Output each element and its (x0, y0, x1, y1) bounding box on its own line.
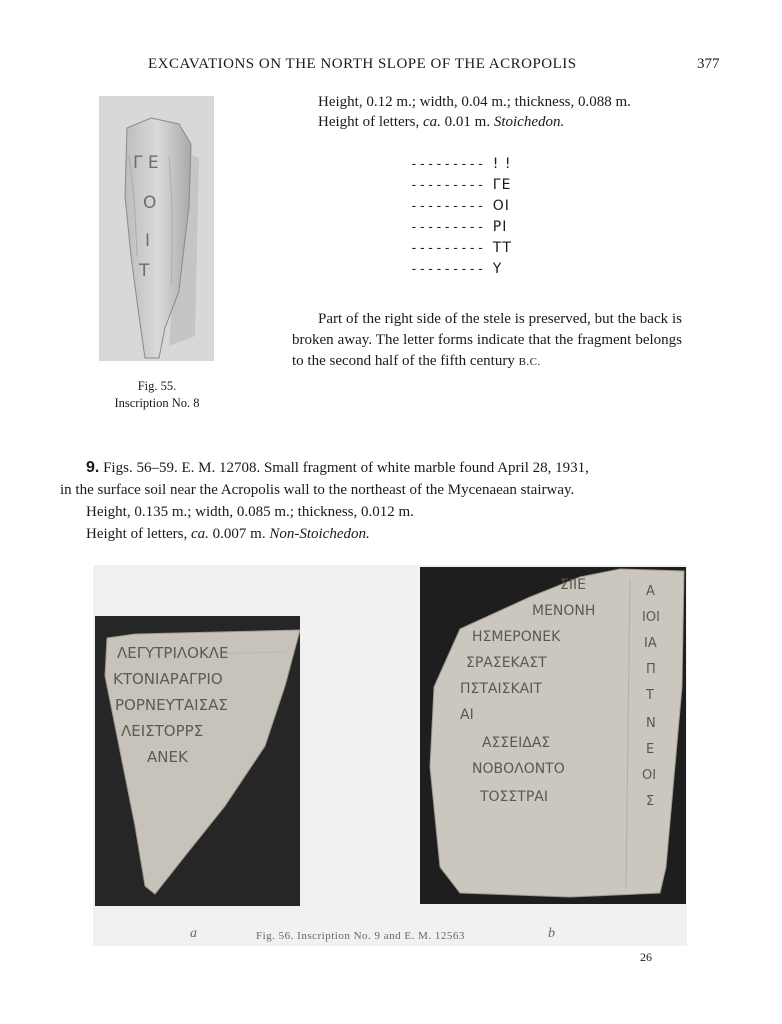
inscription9-line2: in the surface soil near the Acropolis wall to the northeast of the Mycenaean stairway. (60, 482, 575, 498)
svg-text:ΛΕΓΥΤΡΙΛΟΚΛΕ: ΛΕΓΥΤΡΙΛΟΚΛΕ (117, 644, 229, 662)
svg-text:Ι: Ι (145, 231, 151, 251)
preserved-letters: ΡΙ (492, 219, 508, 235)
letter-height-prefix: Height of letters, (318, 114, 423, 130)
svg-text:ΑΙ: ΑΙ (460, 707, 474, 723)
fig55-caption-number: Fig. 55. (137, 379, 177, 393)
svg-text:ΣΙΙΕ: ΣΙΙΕ (560, 577, 586, 593)
letter-height-ca: ca. (190, 526, 209, 542)
transcription-line (410, 154, 512, 175)
inscription9-entry (60, 457, 722, 545)
era-abbreviation: B.C. (518, 356, 541, 368)
svg-text:ΙΟΙ: ΙΟΙ (642, 610, 660, 625)
transcription-line (410, 217, 512, 238)
letter-style: Non-Stoichedon. (269, 526, 370, 542)
fig56b-photo (420, 567, 686, 904)
running-title: EXCAVATIONS ON THE NORTH SLOPE OF THE ACROPOLIS (148, 56, 577, 72)
transcription-line (410, 196, 512, 217)
transcription-line (410, 175, 512, 196)
svg-text:ΤΟΣΣΤΡΑΙ: ΤΟΣΣΤΡΑΙ (480, 789, 548, 805)
letter-height-value: 0.007 m. (208, 526, 270, 542)
svg-text:Π: Π (646, 662, 656, 677)
transcription-line (410, 238, 512, 259)
inscription9-line1-text: Figs. 56–59. E. M. 12708. Small fragment of white marble found April 28, 1931, (103, 460, 589, 476)
fig56-caption-text: Fig. 56. Inscription No. 9 and E. M. 12563 (256, 930, 465, 942)
svg-text:ΡΟΡΝΕΥΤΑΙΣΑΣ: ΡΟΡΝΕΥΤΑΙΣΑΣ (115, 696, 228, 714)
description-text: Part of the right side of the stele is preserved, but the back is broken away. The letter forms indicate that the fragment belongs to the second half of the fifth century (292, 311, 682, 369)
inscription9-line1 (60, 457, 722, 479)
fig56a-photo (95, 616, 300, 906)
svg-text:Τ: Τ (646, 688, 654, 703)
letter-style: Stoichedon. (493, 114, 565, 130)
inscription9-dimensions: Height, 0.135 m.; width, 0.085 m.; thickness, 0.012 m. (86, 504, 414, 520)
svg-text:Α: Α (646, 584, 655, 599)
inscription8-transcription (410, 154, 512, 280)
svg-text:Ε: Ε (646, 742, 655, 757)
inscription8-dimensions (318, 92, 631, 132)
fragment-b-image (420, 567, 686, 904)
svg-text:Σ: Σ (646, 794, 655, 809)
stele-letters: Γ Ε (133, 153, 159, 173)
inscription8-letter-height (318, 112, 631, 132)
fig56-label-b: b (548, 926, 555, 941)
fig55-caption-title: Inscription No. 8 (114, 396, 200, 410)
preserved-letters: Υ (492, 261, 503, 277)
lacuna: --------- (410, 262, 485, 277)
fragment-a-image (95, 616, 300, 906)
letter-height-ca: ca. (422, 114, 441, 130)
fig55-caption (92, 378, 222, 412)
letter-height-prefix: Height of letters, (86, 526, 191, 542)
svg-text:ΣΡΑΣΕΚΑΣΤ: ΣΡΑΣΕΚΑΣΤ (466, 655, 547, 671)
svg-text:Τ: Τ (139, 261, 150, 281)
svg-text:Ο: Ο (143, 193, 157, 213)
signature-mark: 26 (640, 950, 652, 964)
lacuna: --------- (410, 241, 485, 256)
svg-text:ΚΤΟΝΙΑΡΑΓΡΙΟ: ΚΤΟΝΙΑΡΑΓΡΙΟ (113, 670, 223, 688)
svg-text:ΟΙ: ΟΙ (642, 768, 657, 783)
inscription8-description (292, 309, 682, 373)
lacuna: --------- (410, 199, 485, 214)
svg-text:ΠΣΤΑΙΣΚΑΙΤ: ΠΣΤΑΙΣΚΑΙΤ (460, 681, 542, 697)
svg-text:ΜΕΝΟΝΗ: ΜΕΝΟΝΗ (532, 603, 596, 619)
fig55-photo (99, 96, 214, 361)
fig56-label-a: a (190, 926, 197, 941)
inscription9-letter-height (60, 523, 722, 545)
svg-text:ΙΑ: ΙΑ (644, 636, 657, 651)
svg-text:ΛΕΙΣΤΟΡΡΣ: ΛΕΙΣΤΟΡΡΣ (121, 722, 204, 740)
inscription-number: 9. (86, 459, 100, 476)
fig56-caption (120, 928, 660, 948)
page-number: 377 (697, 56, 720, 72)
stele-fragment-image (99, 96, 214, 361)
lacuna: --------- (410, 220, 485, 235)
svg-text:ΑΣΣΕΙΔΑΣ: ΑΣΣΕΙΔΑΣ (482, 735, 551, 751)
preserved-letters: ΤΤ (492, 240, 512, 256)
letter-height-value: 0.01 m. (440, 114, 494, 130)
inscription8-size: Height, 0.12 m.; width, 0.04 m.; thickness, 0.088 m. (318, 94, 631, 110)
transcription-line (410, 259, 512, 280)
svg-text:ΗΣΜΕΡΟΝΕΚ: ΗΣΜΕΡΟΝΕΚ (472, 629, 561, 645)
preserved-letters: ΓΕ (492, 177, 512, 193)
lacuna: --------- (410, 157, 485, 172)
lacuna: --------- (410, 178, 485, 193)
svg-text:Ν: Ν (646, 716, 656, 731)
preserved-letters: ΟΙ (492, 198, 510, 214)
preserved-letters: ! ! (492, 156, 512, 172)
svg-text:ΑΝΕΚ: ΑΝΕΚ (147, 748, 188, 766)
svg-text:ΝΟΒΟΛΟΝΤΟ: ΝΟΒΟΛΟΝΤΟ (472, 761, 565, 777)
